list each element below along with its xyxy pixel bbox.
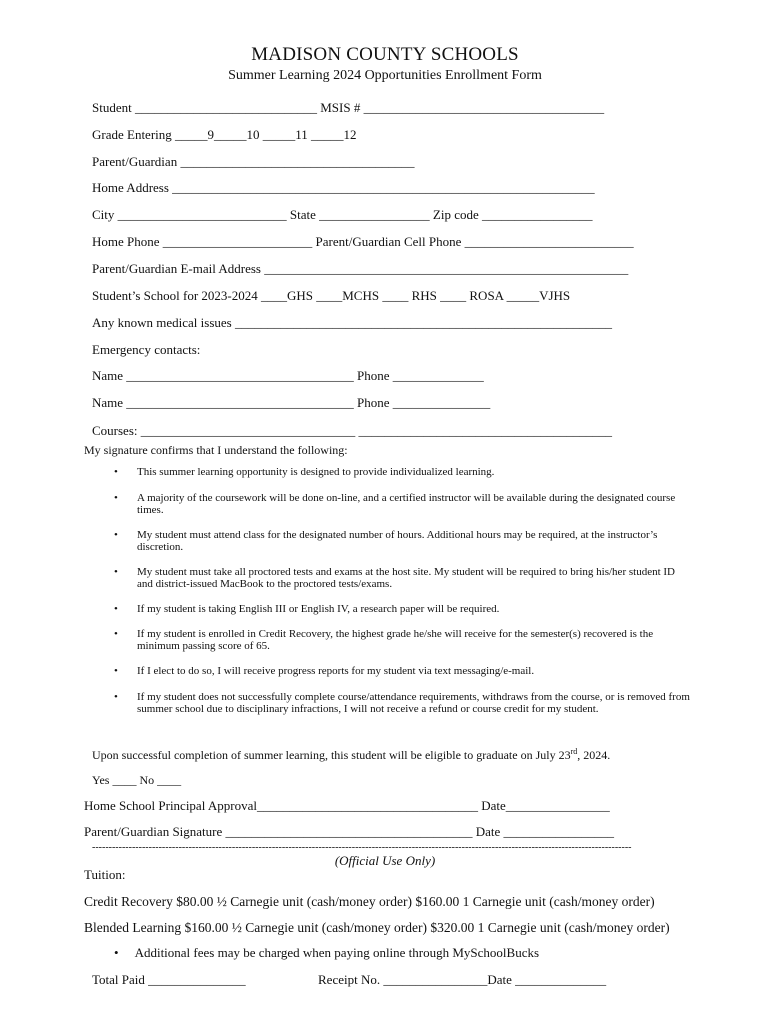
fees-note: • Additional fees may be charged when paying online through MySchoolBucks — [114, 945, 540, 960]
courses-field[interactable]: Courses: _________________________________ _______________________________________ — [92, 423, 612, 438]
tuition-label: Tuition: — [84, 867, 126, 882]
list-item: • If I elect to do so, I will receive progress reports for my student via text messaging/e-mail. — [114, 665, 535, 677]
student-msis-field[interactable]: Student ____________________________ MSIS # _____________________________________ — [92, 100, 605, 115]
agreement-list — [112, 466, 692, 715]
bullet-icon: • — [114, 529, 118, 541]
medical-issues-field[interactable]: Any known medical issues __________________________________________________________ — [92, 315, 612, 330]
emergency-contacts-label: Emergency contacts: — [92, 342, 201, 357]
parent-email-field[interactable]: Parent/Guardian E-mail Address ________________________________________________________ — [92, 261, 629, 276]
emergency-contact-1-field[interactable]: Name ___________________________________ Phone ______________ — [92, 368, 484, 383]
phone-fields[interactable]: Home Phone _______________________ Parent/Guardian Cell Phone __________________________ — [92, 234, 634, 249]
agreement-intro: My signature confirms that I understand the following: — [84, 443, 348, 457]
emergency-contact-2-field[interactable]: Name ___________________________________ Phone _______________ — [92, 395, 491, 410]
list-item: • My student must take all proctored tests and exams at the host site. My student will be required to bring his/her student ID and district-issued MacBook to the proctored tests/exams. — [114, 566, 675, 590]
bullet-icon: • — [114, 603, 118, 615]
parent-guardian-field[interactable]: Parent/Guardian ____________________________________ — [92, 154, 415, 169]
principal-approval-field[interactable]: Home School Principal Approval__________________________________ Date________________ — [84, 798, 610, 813]
bullet-icon: • — [114, 665, 118, 677]
bullet-icon: • — [114, 945, 119, 960]
bullet-icon: • — [114, 566, 118, 578]
list-item: • If my student is taking English III or English IV, a research paper will be required. — [114, 603, 500, 615]
blended-learning-tuition: Blended Learning $160.00 ½ Carnegie unit (cash/money order) $320.00 1 Carnegie unit (cash/money order) — [84, 920, 670, 935]
form-title: MADISON COUNTY SCHOOLS — [251, 44, 519, 65]
yes-no-field[interactable]: Yes ____ No ____ — [92, 773, 182, 787]
home-address-field[interactable]: Home Address _________________________________________________________________ — [92, 180, 595, 195]
school-selection-field[interactable]: Student’s School for 2023-2024 ____GHS ____MCHS ____ RHS ____ ROSA _____VJHS — [92, 288, 571, 303]
credit-recovery-tuition: Credit Recovery $80.00 ½ Carnegie unit (cash/money order) $160.00 1 Carnegie unit (cash/money order) — [84, 894, 655, 909]
receipt-date-field[interactable]: Receipt No. ________________Date ______________ — [318, 972, 607, 987]
bullet-icon: • — [114, 691, 118, 703]
grade-entering-field[interactable]: Grade Entering _____9_____10 _____11 _____12 — [92, 127, 357, 142]
bullet-icon: • — [114, 466, 118, 478]
city-state-zip-field[interactable]: City __________________________ State _________________ Zip code _________________ — [92, 207, 593, 222]
total-paid-field[interactable]: Total Paid _______________ — [92, 972, 246, 987]
graduation-note: Upon successful completion of summer learning, this student will be eligible to graduate on July 23rd, 2024. — [92, 747, 611, 762]
list-item: • This summer learning opportunity is designed to provide individualized learning. — [114, 466, 495, 478]
parent-signature-field[interactable]: Parent/Guardian Signature ______________________________________ Date _________________ — [84, 824, 615, 839]
divider: ------------------------------------------------------------------------------------------------------------------------------------------------------------------ — [92, 842, 632, 853]
list-item: • My student must attend class for the designated number of hours. Additional hours may be required, at the instructor’s discretion. — [114, 529, 658, 553]
list-item: • A majority of the coursework will be done on-line, and a certified instructor will be available during the designated course times. — [114, 492, 676, 516]
form-subtitle: Summer Learning 2024 Opportunities Enrollment Form — [228, 68, 542, 83]
list-item: • If my student is enrolled in Credit Recovery, the highest grade he/she will receive for the semester(s) recovered is the minimum passing score of 65. — [114, 628, 654, 652]
official-use-label: (Official Use Only) — [334, 853, 436, 868]
bullet-icon: • — [114, 628, 118, 640]
bullet-icon: • — [114, 492, 118, 504]
list-item: • If my student does not successfully complete course/attendance requirements, withdraws from the course, or is removed from summer school due to disciplinary infractions, I will not receive a refund or course credit for my student. — [114, 691, 690, 715]
